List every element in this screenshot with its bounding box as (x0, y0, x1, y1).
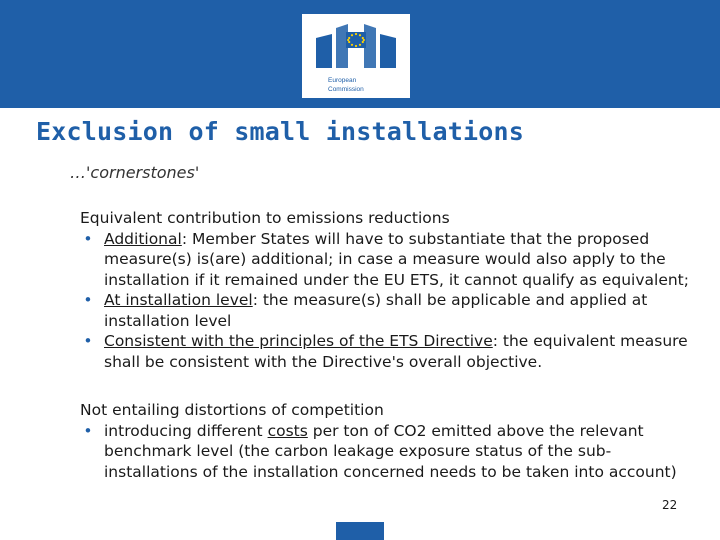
slide-subtitle: …'cornerstones' (70, 163, 200, 182)
bullet-icon: • (83, 291, 93, 309)
bullet-additional (80, 229, 690, 291)
bullet-icon: • (83, 229, 93, 248)
section-heading-equivalent-contribution: Equivalent contribution to emissions reductions (80, 209, 450, 227)
bullet-introducing-different-costs (80, 421, 690, 483)
slide-title: Exclusion of small installations (36, 117, 525, 146)
footer-flag-bar (336, 522, 384, 540)
bullet-text: per ton of CO2 emitted above the relevant benchmark level (the carbon leakage exposure status of the sub-installations of the installation concerned needs to be taken into account) (104, 421, 677, 481)
european-commission-logo (302, 14, 410, 98)
bullet-lead: costs (267, 421, 308, 440)
bullet-text: : Member States will have to substantiate that the proposed measure(s) is(are) additional; in case a measure would also apply to the installation if it remained under the EU ETS, it cannot qualify as equivalent; (104, 229, 689, 289)
bullet-text: : the equivalent measure shall be consistent with the Directive's overall objective. (104, 332, 688, 371)
bullet-lead: Additional (104, 229, 182, 248)
svg-text:Commission: Commission (328, 86, 364, 93)
slide-content (80, 208, 690, 482)
bullet-icon: • (83, 421, 93, 440)
bullet-pre: introducing different (104, 421, 268, 440)
bullet-list-equivalent-contribution (80, 229, 690, 373)
bullet-text: : the measure(s) shall be applicable and applied at installation level (104, 291, 648, 330)
bullet-lead: Consistent with the principles of the ETS Directive (104, 332, 493, 350)
bullet-consistent-with-principles (80, 331, 690, 372)
commission-building-icon (302, 14, 410, 98)
section-spacer (80, 372, 690, 400)
bullet-at-installation-level (80, 290, 690, 331)
section-heading-not-entailing-distortions: Not entailing distortions of competition (80, 401, 384, 419)
bullet-icon: • (83, 332, 93, 350)
bullet-lead: At installation level (104, 291, 253, 309)
svg-text:European: European (328, 77, 357, 84)
bullet-list-not-entailing-distortions (80, 421, 690, 483)
page-number: 22 (662, 498, 678, 512)
